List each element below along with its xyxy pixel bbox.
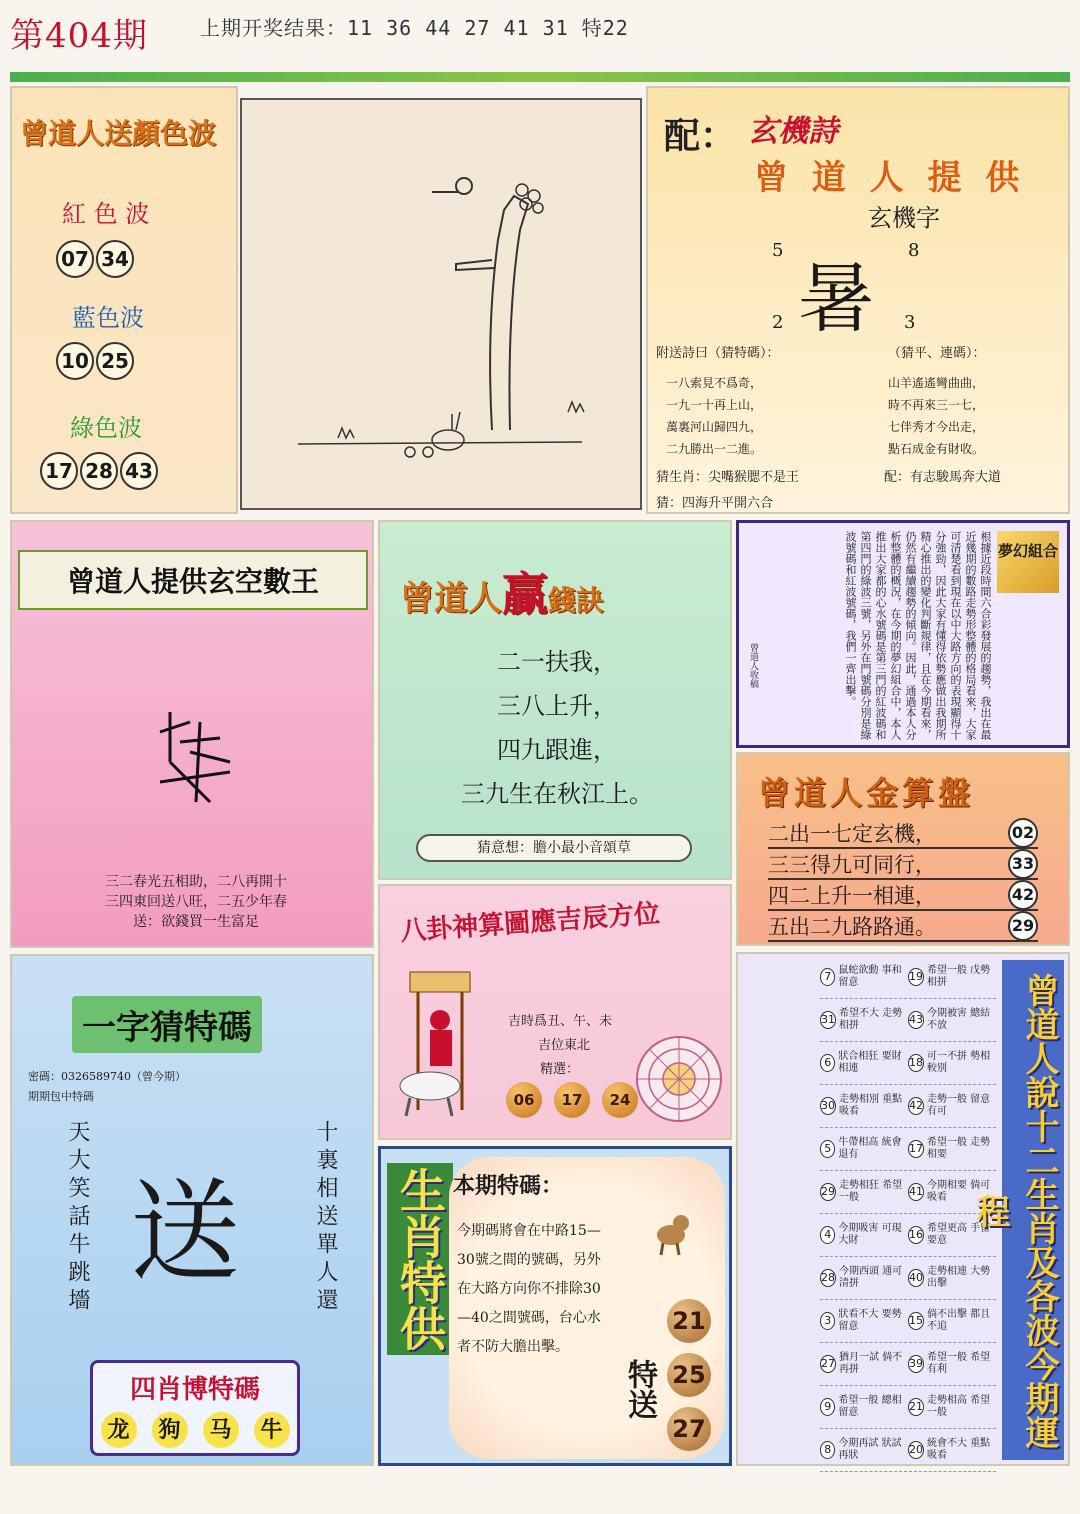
zodiac-fortune: 狀合相狂 要財相連 (838, 1051, 902, 1074)
zodiac-fortune: 倘不出擊 都且不追 (927, 1309, 991, 1332)
bagua-compass-icon (634, 1034, 724, 1124)
number-ball: 17 (40, 452, 78, 490)
zodiac-fortune: 走勢相狂 希望一般 (839, 1180, 903, 1203)
zodiac-fortune: 今期吸害 可現大財 (838, 1223, 902, 1246)
abacus-verse: 四二上升一相連， (768, 883, 936, 908)
poem-line: 萬裏河山歸四九， (666, 420, 763, 434)
zodiac-badge: 狗 (152, 1412, 188, 1448)
zodiac-number: 19 (908, 968, 924, 986)
bagua-title: 八卦神算圖應吉辰方位 (399, 898, 661, 948)
zodiac-cell (820, 1309, 908, 1333)
mystery-char-label: 玄機字 (868, 204, 940, 232)
twelve-zodiac-title: 曾道人說十二生肖及各波今期運程 (1002, 960, 1064, 1460)
zodiac-cell (908, 1395, 996, 1419)
number-ball: 17 (554, 1082, 590, 1118)
special-send-label: 特送 (622, 1359, 657, 1419)
zodiac-fortune: 統會不大 重點吸看 (927, 1438, 991, 1461)
zodiac-fortune: 今期被害 總結不放 (927, 1008, 991, 1031)
win-line: 三九生在秋江上。 (461, 780, 653, 808)
poem-line: 一九一十再上山， (666, 398, 763, 412)
poem-prefix: 配： (664, 116, 737, 157)
last-result: 上期开奖结果：11 36 44 27 41 31 特22 (200, 16, 629, 40)
win-title-a: 曾道人 (400, 579, 502, 619)
blue-wave-numbers (56, 342, 136, 380)
poem-right-lines (888, 372, 984, 460)
bagua-line3: 精選： (540, 1062, 580, 1077)
right-vertical-verse: 十裏相送單人還 (313, 1120, 338, 1316)
zodiac-cell (820, 1137, 908, 1161)
zodiac-row (820, 956, 996, 999)
zodiac-number: 39 (908, 1355, 924, 1373)
one-char-panel (10, 954, 374, 1466)
zodiac-number: 6 (820, 1054, 835, 1072)
poem-right-heading: （猜平、連碼）： (888, 346, 986, 361)
number-ball: 27 (667, 1407, 711, 1451)
top-divider (10, 72, 1070, 82)
zodiac-number: 40 (908, 1269, 924, 1287)
zodiac-row (820, 1128, 996, 1171)
poem-title: 玄機詩 (748, 114, 838, 149)
zodiac-cell (820, 1180, 908, 1204)
blue-wave-label: 藍色波 (72, 304, 144, 332)
color-wave-panel (10, 86, 238, 514)
zodiac-cell (908, 1352, 996, 1376)
zodiac-cell (820, 1051, 908, 1075)
win-title (400, 558, 604, 624)
zodiac-number: 7 (820, 968, 835, 986)
code-note: 期期包中特碼 (28, 1090, 94, 1103)
mystery-char: 暑 (798, 254, 874, 343)
abacus-row (768, 880, 1038, 911)
win-title-c: 錢訣 (548, 584, 605, 617)
zodiac-fortune: 猶月一試 倘不再拼 (839, 1352, 903, 1375)
tree-rabbit-drawing (242, 100, 640, 508)
number-ball: 25 (96, 342, 134, 380)
number-ball: 43 (120, 452, 158, 490)
zodiac-fortune: 希望更高 手留要意 (927, 1223, 991, 1246)
abacus-verse: 五出二九路路通。 (768, 914, 936, 939)
zodiac-row (820, 1042, 996, 1085)
num-top-right: 8 (908, 240, 920, 261)
zodiac-fortune: 走勢相高 希望一般 (927, 1395, 991, 1418)
zodiac-fortune: 走勢相別 重點吸看 (839, 1094, 903, 1117)
zodiac-fortune: 希望一般 戊勢相拼 (927, 965, 991, 988)
bagua-panel (378, 884, 732, 1140)
zodiac-number: 17 (908, 1140, 924, 1158)
zodiac-cell (820, 1008, 908, 1032)
zodiac-cell (908, 1438, 996, 1462)
zodiac-badge: 马 (203, 1412, 239, 1448)
zodiac-fortune: 希望不大 走勢相拼 (839, 1008, 903, 1031)
poem-line: 時不再來三一七， (888, 398, 985, 412)
abacus-verse: 二出一七定玄機， (768, 821, 936, 846)
zodiac-number: 31 (820, 1011, 836, 1029)
zodiac-fortune: 走勢一般 留意有可 (927, 1094, 991, 1117)
zodiac-number: 18 (908, 1054, 924, 1072)
zodiac-cell (820, 1094, 908, 1118)
zodiac-cell (908, 1094, 996, 1118)
four-zodiac-list (93, 1412, 297, 1448)
zodiac-row (820, 999, 996, 1042)
poem-left-lines (666, 372, 762, 460)
zodiac-number: 42 (908, 1097, 924, 1115)
zodiac-row (820, 1429, 996, 1472)
golden-abacus-panel (736, 752, 1070, 946)
zodiac-number: 20 (908, 1441, 924, 1459)
zodiac-cell (908, 1051, 996, 1075)
win-money-panel (378, 520, 732, 880)
guess-line: 猜：四海升平開六合 (656, 496, 774, 511)
zodiac-number: 30 (820, 1097, 836, 1115)
zodiac-number: 3 (820, 1312, 835, 1330)
xuankong-lines (36, 872, 356, 932)
bagua-numbers (500, 1082, 644, 1118)
win-line: 二一扶我， (497, 648, 617, 676)
zodiac-cell (820, 1266, 908, 1290)
num-top-left: 5 (772, 240, 784, 261)
dog-icon (641, 1199, 701, 1259)
zodiac-row (820, 1257, 996, 1300)
combo-badge: 夢幻組合 (997, 531, 1059, 593)
one-char-title: 一字猜特碼 (72, 996, 262, 1053)
red-wave-label: 紅 色 波 (62, 200, 150, 228)
zodiac-number: 28 (820, 1269, 836, 1287)
zodiac-fortune: 走勢相連 大勢出擊 (927, 1266, 991, 1289)
xuankong-line: 三四東回送八旺，二五少年春 (105, 894, 287, 910)
poem-line: 山羊遙遙彎曲曲， (888, 376, 985, 390)
match-line: 配：有志駿馬奔大道 (884, 470, 1002, 485)
number-ball: 24 (602, 1082, 638, 1118)
combo-author: 曾道人收稿 (748, 643, 758, 688)
one-char-big: 送 (130, 1168, 240, 1296)
win-line: 四九跟進， (497, 736, 617, 764)
calligraphy-glyph (150, 702, 240, 812)
zodiac-cell (820, 1352, 908, 1376)
number-ball: 10 (56, 342, 94, 380)
win-title-b: 贏 (502, 567, 548, 621)
win-line: 三八上升， (497, 692, 617, 720)
bagua-line2: 吉位東北 (538, 1038, 591, 1053)
zodiac-fortune: 希望一般 希望有利 (927, 1352, 991, 1375)
zodiac-cell (908, 965, 996, 989)
zodiac-number: 16 (908, 1226, 924, 1244)
abacus-verse: 三三得九可同行， (768, 852, 936, 877)
twelve-zodiac-panel (736, 952, 1070, 1466)
xuankong-line: 三二春光五相助，二八再開十 (105, 874, 287, 890)
abacus-number: 02 (1008, 818, 1038, 848)
zodiac-cell (908, 1008, 996, 1032)
zodiac-cell (820, 965, 908, 989)
zodiac-fortune: 狀看不大 要勢留意 (838, 1309, 902, 1332)
number-ball: 21 (667, 1299, 711, 1343)
red-wave-numbers (56, 240, 136, 278)
zodiac-fortune: 牛帶相高 統會退有 (838, 1137, 902, 1160)
bagua-line1: 吉時爲丑、午、未 (508, 1014, 613, 1029)
special-code-panel (378, 1146, 732, 1466)
special-text: 今期碼將會在中路15—30號之間的號碼，另外在大路方向你不排除30—40之間號碼，台心水者不防大膽出擊。 (457, 1223, 601, 1355)
zodiac-number: 8 (820, 1441, 835, 1459)
zodiac-fortune: 希望一般 走勢相要 (927, 1137, 991, 1160)
abacus-row (768, 849, 1038, 880)
poem-left-heading: 附送詩曰（猜特碼）： (656, 346, 780, 361)
num-bottom-right: 3 (904, 312, 916, 333)
zodiac-cell (820, 1438, 908, 1462)
abacus-rows (768, 818, 1038, 942)
poem-line: 二九勝出一二進。 (666, 442, 763, 456)
num-bottom-left: 2 (772, 312, 784, 333)
color-wave-title: 曾道人送顏色波 (20, 117, 217, 150)
zodiac-cell (908, 1137, 996, 1161)
zodiac-number: 4 (820, 1226, 835, 1244)
number-ball: 07 (56, 240, 94, 278)
zodiac-fortune: 希望一般 總相留意 (838, 1395, 902, 1418)
win-riddle: 猜意想：膽小最小音頌草 (416, 834, 692, 862)
zodiac-row (820, 1343, 996, 1386)
code-line: 密碼：0326589740（曾今期） (28, 1070, 186, 1083)
special-title: 本期特碼： (453, 1174, 564, 1199)
number-ball: 28 (80, 452, 118, 490)
zodiac-fortune: 今期西頭 通可清拼 (839, 1266, 903, 1289)
win-lines (400, 640, 714, 816)
zodiac-badge: 龙 (101, 1412, 137, 1448)
xuankong-panel (10, 520, 374, 948)
four-zodiac-box (90, 1360, 300, 1456)
zodiac-special-side-title: 生肖特供 (387, 1163, 453, 1355)
zodiac-number: 15 (908, 1312, 924, 1330)
green-wave-numbers (40, 452, 160, 490)
guess-zodiac: 猜生肖：尖嘴猴腮不是王 (656, 470, 800, 485)
zodiac-cell (820, 1395, 908, 1419)
poem-provider: 曾 道 人 提 供 (754, 158, 1026, 198)
zodiac-number: 43 (908, 1011, 924, 1029)
number-ball: 25 (667, 1353, 711, 1397)
zodiac-cell (820, 1223, 908, 1247)
abacus-number: 29 (1008, 911, 1038, 941)
zodiac-fortune: 可一不拼 勢相較別 (927, 1051, 991, 1074)
poem-line: 一八索見不爲奇， (666, 376, 763, 390)
zodiac-row (820, 1386, 996, 1429)
zodiac-number: 29 (820, 1183, 836, 1201)
zodiac-fortune: 鼠蛇欲動 事和留意 (838, 965, 902, 988)
four-zodiac-title: 四肖博特碼 (129, 1375, 260, 1405)
archer-horse-icon (390, 970, 490, 1120)
zodiac-row (820, 1300, 996, 1343)
number-ball: 34 (96, 240, 134, 278)
zodiac-number: 9 (820, 1398, 835, 1416)
poem-panel (646, 86, 1070, 514)
abacus-row (768, 911, 1038, 942)
zodiac-fortune: 今期相要 倘可吸看 (927, 1180, 991, 1203)
poem-line: 點石成金有財收。 (888, 442, 985, 456)
abacus-row (768, 818, 1038, 849)
green-wave-label: 綠色波 (70, 414, 142, 442)
zodiac-cell (908, 1309, 996, 1333)
special-flower-box (449, 1157, 725, 1459)
zodiac-fortune: 今期再試 狀試再狀 (838, 1438, 902, 1461)
left-vertical-verse: 天大笑話牛跳墻 (65, 1120, 90, 1316)
dream-combo-panel (736, 520, 1070, 748)
zodiac-number: 21 (908, 1398, 924, 1416)
illustration-panel (240, 98, 642, 510)
abacus-title: 曾道人金算盤 (758, 774, 975, 812)
abacus-number: 42 (1008, 880, 1038, 910)
xuankong-line: 送：欲錢買一生富足 (133, 914, 259, 930)
combo-text: 根據近段時間六合彩發展的趨勢，我出在最近幾期的數路走勢形整體的格局看來，大家可清楚看到現在以中大路方向的表現顯得十分強勁，因此大家有懂得依勢應做出我期所精心推出的變化判斷規律，且在今期看來，仍然有繼續趨勢的傾向。因此，通過本人分析整體的概況，在今期的夢幻組合中，本人推出大家都的心水號碼是第三門的紅波碼和第四門的綠波三號，另外在門號碼分別是綠波號碼和紅波號碼，我們一齊出擊。 (844, 531, 992, 740)
xuankong-title: 曾道人提供玄空數王 (18, 550, 368, 610)
poem-line: 七伴秀才今出走， (888, 420, 985, 434)
zodiac-number: 41 (908, 1183, 924, 1201)
zodiac-badge: 牛 (254, 1412, 290, 1448)
issue-number: 第404期 (10, 16, 148, 56)
number-ball: 06 (506, 1082, 542, 1118)
zodiac-row (820, 1085, 996, 1128)
abacus-number: 33 (1008, 849, 1038, 879)
special-numbers (661, 1299, 717, 1451)
zodiac-cell (908, 1266, 996, 1290)
zodiac-number: 5 (820, 1140, 835, 1158)
zodiac-number: 27 (820, 1355, 836, 1373)
